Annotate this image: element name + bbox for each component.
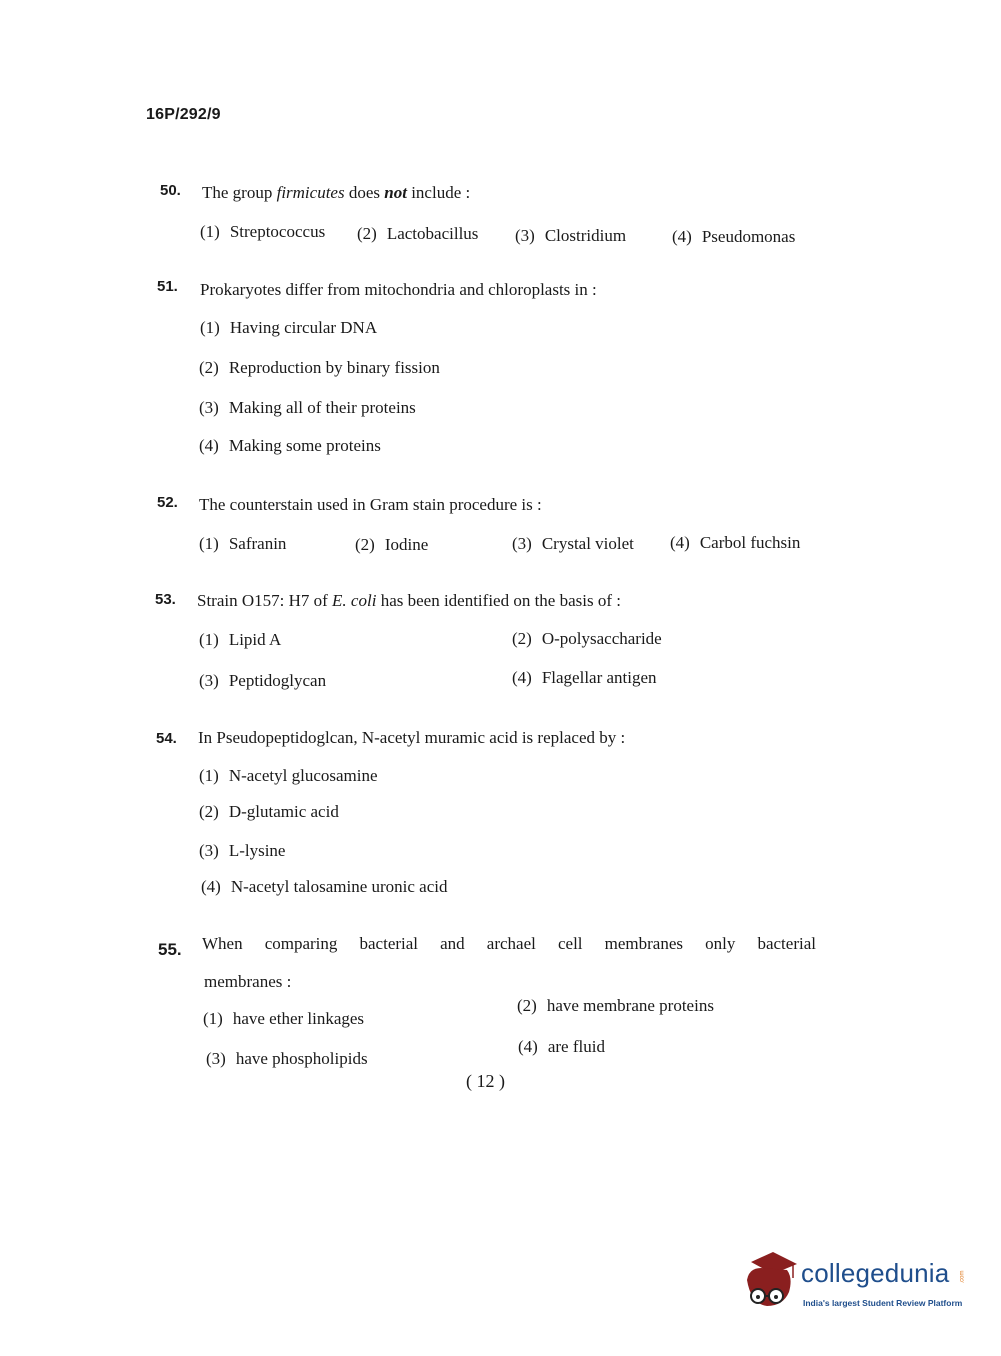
question-number: 54. — [156, 730, 177, 747]
option: (3) Crystal violet — [512, 534, 634, 553]
question-text: When comparing bacterial and archael cell membranes only bacterial — [202, 934, 816, 953]
option: (3) Making all of their proteins — [199, 398, 416, 417]
option: (4) Carbol fuchsin — [670, 533, 801, 552]
option: (1) have ether linkages — [203, 1009, 365, 1028]
option: (3) have phospholipids — [206, 1049, 368, 1068]
option: (1) Safranin — [199, 534, 287, 553]
option: (3) Peptidoglycan — [199, 671, 327, 690]
brand-name: collegedunia — [801, 1258, 950, 1288]
option: (4) Pseudomonas — [672, 227, 796, 246]
option: (2) Reproduction by binary fission — [199, 358, 440, 377]
brand-tagline: India's largest Student Review Platform — [803, 1298, 963, 1308]
brand-suffix: .com — [959, 1270, 966, 1284]
option: (4) are fluid — [518, 1037, 605, 1056]
option: (2) have membrane proteins — [517, 996, 714, 1015]
option: (4) Flagellar antigen — [512, 668, 657, 687]
question-text-line2: membranes : — [204, 972, 292, 991]
option: (2) O-polysaccharide — [512, 629, 662, 648]
option: (3) L-lysine — [199, 841, 286, 860]
question-number: 52. — [157, 494, 178, 511]
question-text: The group firmicutes does not include : — [202, 183, 471, 202]
page-number: ( 12 ) — [466, 1071, 505, 1091]
option: (1) Streptococcus — [200, 222, 326, 241]
option: (4) Making some proteins — [199, 436, 381, 455]
option: (1) Having circular DNA — [200, 318, 378, 337]
question-text: Strain O157: H7 of E. coli has been identified on the basis of : — [197, 591, 621, 610]
option: (2) Lactobacillus — [357, 224, 479, 243]
option: (3) Clostridium — [515, 226, 627, 245]
question-number: 55. — [158, 940, 182, 959]
paper-code: 16P/292/9 — [146, 106, 221, 123]
question-number: 50. — [160, 182, 181, 199]
option: (1) N-acetyl glucosamine — [199, 766, 378, 785]
question-text: In Pseudopeptidoglcan, N-acetyl muramic acid is replaced by : — [198, 728, 626, 747]
option: (2) D-glutamic acid — [199, 802, 339, 821]
option: (1) Lipid A — [199, 630, 282, 649]
question-number: 53. — [155, 591, 176, 608]
option: (2) Iodine — [355, 535, 429, 554]
question-number: 51. — [157, 278, 178, 295]
question-text: Prokaryotes differ from mitochondria and chloroplasts in : — [200, 280, 597, 299]
collegedunia-logo — [743, 1250, 969, 1320]
question-text: The counterstain used in Gram stain procedure is : — [199, 495, 542, 514]
mascot-icon — [743, 1250, 801, 1320]
option: (4) N-acetyl talosamine uronic acid — [201, 877, 448, 896]
